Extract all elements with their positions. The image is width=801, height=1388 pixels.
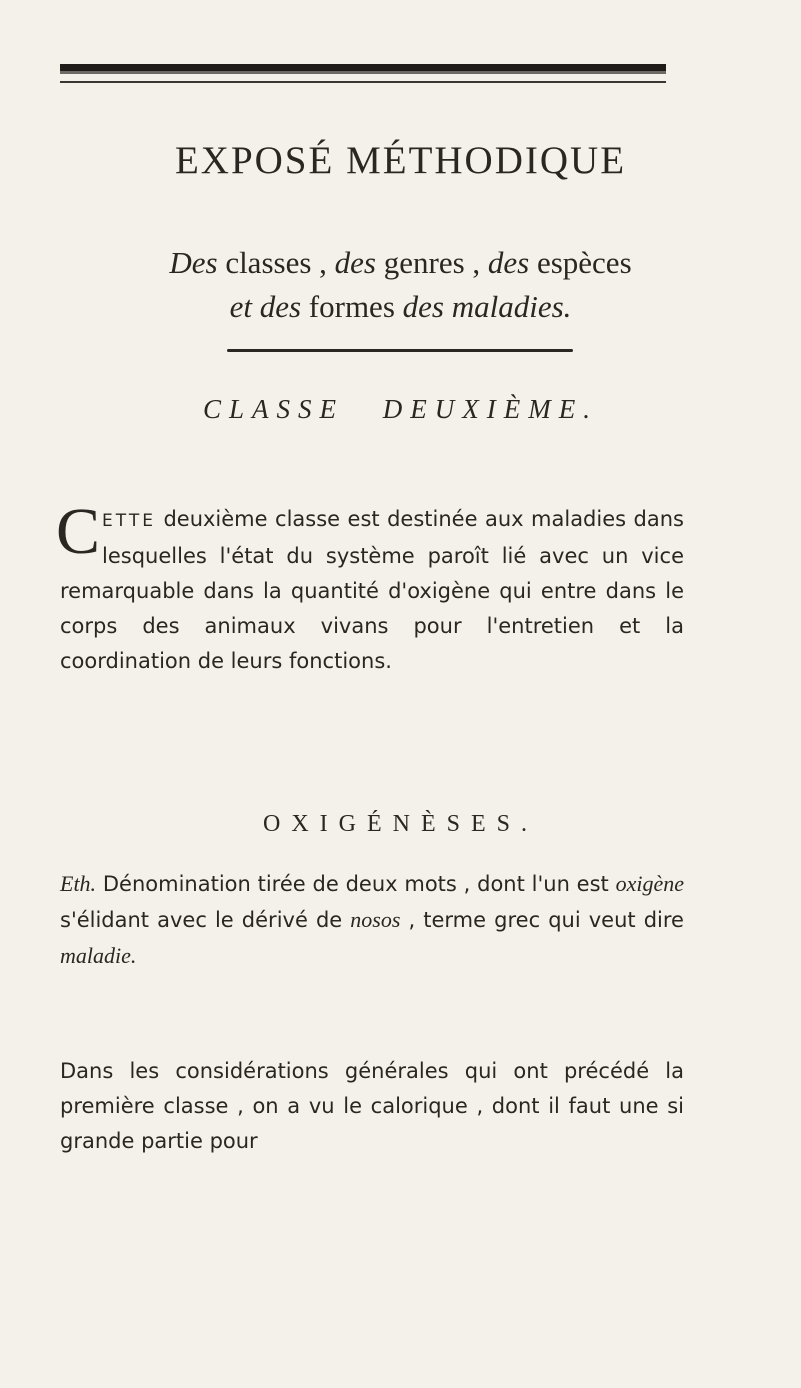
subtitle-word: espèces	[536, 245, 632, 280]
paragraph-text: Dans les considérations générales qui ont précédé la première classe , on a vu le calorique , dont il faut une si grande partie pour	[60, 1059, 684, 1153]
paragraph-text: Dénomination tirée de deux mots , dont l'un est	[96, 872, 616, 896]
subtitle-word: Des	[169, 245, 218, 280]
section-divider-rule	[227, 349, 573, 352]
subtitle-word: des	[259, 289, 302, 324]
paragraph-considerations	[60, 1054, 684, 1159]
italic-term: nosos	[350, 907, 401, 932]
paragraph-text: deuxième classe est destinée aux maladies dans lesquelles l'état du système paroît lié avec un vice remarquable dans la quantité d'oxigène qui entre dans le corps des animaux vivans pour l'entretien et la coordination de leurs fonctions.	[60, 507, 684, 673]
paragraph-intro	[56, 495, 684, 679]
subtitle-word: et	[229, 289, 252, 324]
subtitle-word: formes	[308, 289, 395, 324]
paragraph-text: , terme grec qui veut dire	[400, 908, 684, 932]
page-title: EXPOSÉ MÉTHODIQUE	[174, 139, 627, 182]
etymology-label: Eth.	[60, 871, 97, 896]
subtitle-word: genres ,	[383, 245, 481, 280]
subtitle-word: des	[334, 245, 376, 280]
subtitle-word: des	[402, 289, 444, 324]
small-caps-word: ETTE	[102, 511, 156, 531]
paragraph-text: s'élidant avec le dérivé de	[60, 908, 351, 932]
classe-heading: CLASSE DEUXIÈME.	[203, 394, 598, 424]
subtitle-word: maladies.	[451, 289, 572, 324]
top-ornamental-rule	[60, 64, 666, 74]
subtitle-word: des	[487, 245, 530, 280]
top-thin-rule	[60, 81, 666, 83]
paragraph-etymology	[60, 866, 684, 974]
subtitle-line-1	[0, 242, 801, 284]
subtitle-word: classes ,	[225, 245, 327, 280]
section-heading: OXIGÉNÈSES.	[263, 811, 538, 837]
subtitle-line-2	[0, 286, 801, 328]
italic-term: maladie.	[60, 943, 137, 968]
italic-term: oxigène	[615, 871, 684, 896]
drop-cap: C	[56, 495, 101, 568]
